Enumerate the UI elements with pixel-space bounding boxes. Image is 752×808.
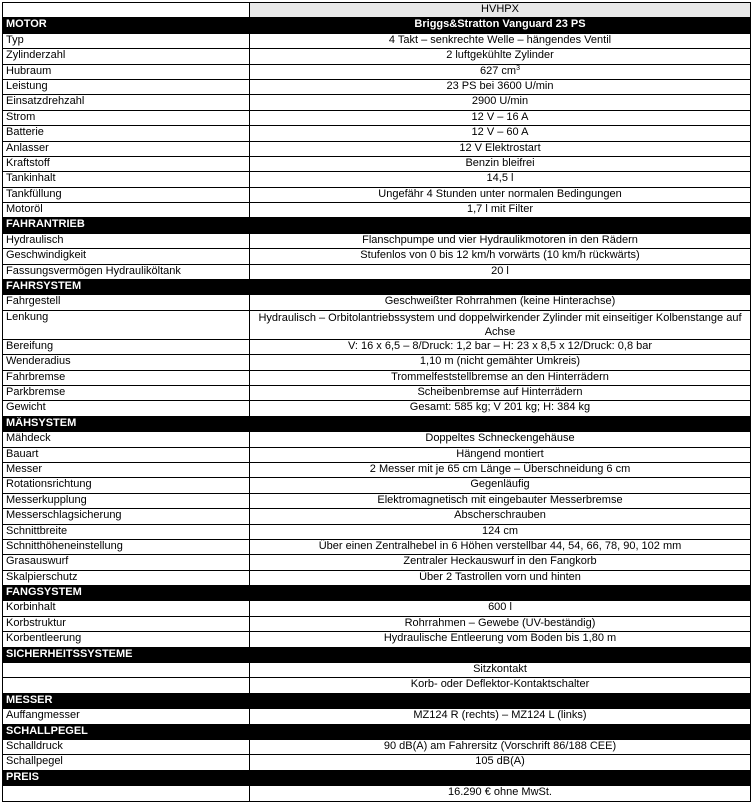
spec-value-superscript: 3 (516, 64, 520, 72)
spec-row (3, 709, 751, 724)
spec-label: Fahrgestell (3, 295, 250, 310)
spec-row (3, 310, 751, 339)
spec-value: Gegenläufig (250, 478, 751, 493)
spec-label: Skalpierschutz (3, 570, 250, 585)
spec-value: Sitzkontakt (250, 663, 751, 678)
spec-value: 2 luftgekühlte Zylinder (250, 49, 751, 64)
spec-row (3, 110, 751, 125)
spec-value-text: 627 cm (480, 64, 517, 77)
spec-value: Hängend montiert (250, 447, 751, 462)
spec-row (3, 233, 751, 248)
spec-value: 14,5 l (250, 172, 751, 187)
spec-row (3, 79, 751, 94)
spec-row (3, 755, 751, 770)
spec-row (3, 249, 751, 264)
spec-row (3, 264, 751, 279)
section-blank-maehsystem (250, 416, 751, 431)
spec-label: Auffangmesser (3, 709, 250, 724)
section-row-fangsystem (3, 586, 751, 601)
spec-label: Strom (3, 110, 250, 125)
spec-value: 12 V Elektrostart (250, 141, 751, 156)
spec-value: 124 cm (250, 524, 751, 539)
spec-row (3, 432, 751, 447)
spec-label: Geschwindigkeit (3, 249, 250, 264)
section-blank-fahrantrieb (250, 218, 751, 233)
section-title-fangsystem: FANGSYSTEM (3, 586, 250, 601)
spec-row (3, 570, 751, 585)
spec-row (3, 493, 751, 508)
spec-value: Über einen Zentralhebel in 6 Höhen verstellbar 44, 54, 66, 78, 90, 102 mm (250, 539, 751, 554)
spec-value: Abscherschrauben (250, 509, 751, 524)
section-title-preis: PREIS (3, 770, 250, 785)
spec-row (3, 616, 751, 631)
spec-value: V: 16 x 6,5 – 8/Druck: 1,2 bar – H: 23 x 8,5 x 12/Druck: 0,8 bar (250, 339, 751, 354)
spec-label: Tankfüllung (3, 187, 250, 202)
spec-row (3, 555, 751, 570)
spec-row (3, 370, 751, 385)
spec-label: Einsatzdrehzahl (3, 95, 250, 110)
spec-label: Zylinderzahl (3, 49, 250, 64)
spec-value: Korb- oder Deflektor-Kontaktschalter (250, 678, 751, 693)
spec-value: 23 PS bei 3600 U/min (250, 79, 751, 94)
spec-value: 1,7 l mit Filter (250, 203, 751, 218)
section-title-messer: MESSER (3, 693, 250, 708)
spec-label: Hubraum (3, 64, 250, 79)
spec-label: Tankinhalt (3, 172, 250, 187)
section-row-motor (3, 18, 751, 33)
section-blank-fangsystem (250, 586, 751, 601)
header-row (3, 3, 751, 18)
spec-value: Doppeltes Schneckengehäuse (250, 432, 751, 447)
spec-row (3, 678, 751, 693)
spec-value: Ungefähr 4 Stunden unter normalen Bedingungen (250, 187, 751, 202)
spec-label: Korbstruktur (3, 616, 250, 631)
spec-label: Korbentleerung (3, 632, 250, 647)
spec-value (250, 64, 751, 79)
spec-table-body (3, 3, 751, 802)
spec-label: Schallpegel (3, 755, 250, 770)
spec-label: Leistung (3, 79, 250, 94)
spec-label: Fassungsvermögen Hydrauliköltank (3, 264, 250, 279)
spec-row (3, 462, 751, 477)
spec-row (3, 478, 751, 493)
spec-row (3, 601, 751, 616)
spec-value: Flanschpumpe und vier Hydraulikmotoren in den Rädern (250, 233, 751, 248)
spec-label (3, 678, 250, 693)
spec-row (3, 385, 751, 400)
spec-label: Korbinhalt (3, 601, 250, 616)
section-row-messer (3, 693, 751, 708)
spec-value: 20 l (250, 264, 751, 279)
section-title-sicherheit: SICHERHEITSSYSTEME (3, 647, 250, 662)
spec-row (3, 141, 751, 156)
section-row-sicherheit (3, 647, 751, 662)
spec-label: Batterie (3, 126, 250, 141)
spec-label: Mähdeck (3, 432, 250, 447)
spec-value: 90 dB(A) am Fahrersitz (Vorschrift 86/188 CEE) (250, 739, 751, 754)
spec-label: Anlasser (3, 141, 250, 156)
spec-row (3, 539, 751, 554)
spec-label: Grasauswurf (3, 555, 250, 570)
section-row-fahrsystem (3, 280, 751, 295)
spec-value: 600 l (250, 601, 751, 616)
spec-row (3, 355, 751, 370)
spec-row (3, 509, 751, 524)
spec-row (3, 49, 751, 64)
spec-row (3, 156, 751, 171)
spec-label: Schnitthöheneinstellung (3, 539, 250, 554)
spec-row (3, 295, 751, 310)
spec-value: Rohrrahmen – Gewebe (UV-beständig) (250, 616, 751, 631)
spec-value: Zentraler Heckauswurf in den Fangkorb (250, 555, 751, 570)
spec-label: Messer (3, 462, 250, 477)
spec-value: Hydraulische Entleerung vom Boden bis 1,80 m (250, 632, 751, 647)
section-title-maehsystem: MÄHSYSTEM (3, 416, 250, 431)
spec-value: 12 V – 60 A (250, 126, 751, 141)
spec-row (3, 172, 751, 187)
section-blank-preis (250, 770, 751, 785)
spec-row (3, 739, 751, 754)
spec-row (3, 447, 751, 462)
section-row-maehsystem (3, 416, 751, 431)
section-title-fahrsystem: FAHRSYSTEM (3, 280, 250, 295)
section-blank-messer (250, 693, 751, 708)
spec-label: Schnittbreite (3, 524, 250, 539)
spec-value: Trommelfeststellbremse an den Hinterrädern (250, 370, 751, 385)
spec-row (3, 95, 751, 110)
spec-label: Kraftstoff (3, 156, 250, 171)
spec-label: Messerschlagsicherung (3, 509, 250, 524)
spec-row (3, 203, 751, 218)
spec-label: Lenkung (3, 310, 250, 339)
spec-label: Rotationsrichtung (3, 478, 250, 493)
spec-label: Wenderadius (3, 355, 250, 370)
spec-value: Stufenlos von 0 bis 12 km/h vorwärts (10 km/h rückwärts) (250, 249, 751, 264)
spec-value: Elektromagnetisch mit eingebauter Messerbremse (250, 493, 751, 508)
spec-label: Motoröl (3, 203, 250, 218)
spec-row (3, 33, 751, 48)
header-empty-cell (3, 3, 250, 18)
spec-value: 4 Takt – senkrechte Welle – hängendes Ventil (250, 33, 751, 48)
spec-value: 12 V – 16 A (250, 110, 751, 125)
section-blank-sicherheit (250, 647, 751, 662)
section-title-motor: MOTOR (3, 18, 250, 33)
spec-row (3, 339, 751, 354)
section-title-fahrantrieb: FAHRANTRIEB (3, 218, 250, 233)
spec-value: 2900 U/min (250, 95, 751, 110)
section-blank-schallpegel (250, 724, 751, 739)
model-name: HVHPX (250, 3, 751, 18)
spec-label (3, 663, 250, 678)
spec-value: Über 2 Tastrollen vorn und hinten (250, 570, 751, 585)
spec-row (3, 64, 751, 79)
spec-value: 16.290 € ohne MwSt. (250, 786, 751, 801)
spec-label: Messerkupplung (3, 493, 250, 508)
spec-label: Hydraulisch (3, 233, 250, 248)
spec-value: Hydraulisch – Orbitolantriebssystem und doppelwirkender Zylinder mit einseitiger Kolbenstange auf Achse (250, 310, 751, 339)
section-row-fahrantrieb (3, 218, 751, 233)
spec-row (3, 632, 751, 647)
spec-label: Parkbremse (3, 385, 250, 400)
engine-name: Briggs&Stratton Vanguard 23 PS (250, 18, 751, 33)
spec-row (3, 126, 751, 141)
spec-value: 105 dB(A) (250, 755, 751, 770)
spec-row (3, 786, 751, 801)
section-blank-fahrsystem (250, 280, 751, 295)
spec-value: Benzin bleifrei (250, 156, 751, 171)
spec-value: 1,10 m (nicht gemähter Umkreis) (250, 355, 751, 370)
spec-label: Bereifung (3, 339, 250, 354)
spec-label: Schalldruck (3, 739, 250, 754)
spec-value: MZ124 R (rechts) – MZ124 L (links) (250, 709, 751, 724)
spec-label: Fahrbremse (3, 370, 250, 385)
spec-value: Gesamt: 585 kg; V 201 kg; H: 384 kg (250, 401, 751, 416)
spec-label: Typ (3, 33, 250, 48)
section-title-schallpegel: SCHALLPEGEL (3, 724, 250, 739)
section-row-schallpegel (3, 724, 751, 739)
spec-row (3, 663, 751, 678)
spec-label: Bauart (3, 447, 250, 462)
spec-label (3, 786, 250, 801)
spec-table (2, 2, 751, 802)
spec-row (3, 524, 751, 539)
spec-row (3, 401, 751, 416)
spec-row (3, 187, 751, 202)
spec-value: Geschweißter Rohrrahmen (keine Hinterachse) (250, 295, 751, 310)
spec-value: Scheibenbremse auf Hinterrädern (250, 385, 751, 400)
spec-value: 2 Messer mit je 65 cm Länge – Überschneidung 6 cm (250, 462, 751, 477)
section-row-preis (3, 770, 751, 785)
spec-label: Gewicht (3, 401, 250, 416)
